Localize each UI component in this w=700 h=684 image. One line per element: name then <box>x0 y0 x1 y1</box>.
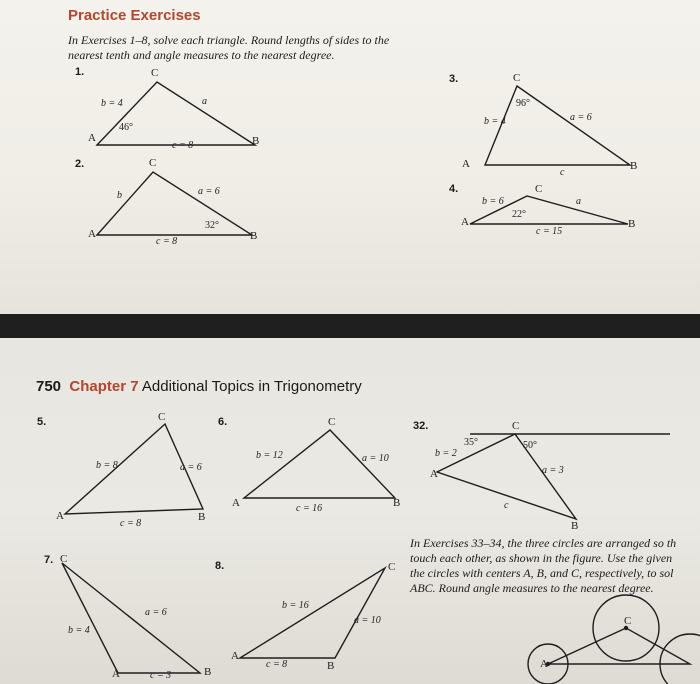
section-title: Practice Exercises <box>68 7 201 24</box>
ex6-vertex-B: B <box>393 497 401 509</box>
triangle-ex6 <box>244 430 395 498</box>
ex6-side-a: a = 10 <box>362 453 389 464</box>
ex2-side-b: b <box>117 190 122 201</box>
ex7-vertex-C: C <box>60 553 68 565</box>
ex32-vertex-B: B <box>571 520 579 532</box>
exercise-number-3: 3. <box>449 73 459 85</box>
triangle-ex7 <box>62 563 200 673</box>
chapter-header <box>36 378 362 395</box>
ex4-side-b: b = 6 <box>482 196 504 207</box>
ex5-side-a: a = 6 <box>180 462 202 473</box>
ex5-vertex-C: C <box>158 411 166 423</box>
circle-label-C: C <box>624 615 632 627</box>
ex3-side-a: a = 6 <box>570 112 592 123</box>
ex5-side-c: c = 8 <box>120 518 142 529</box>
ex2-angle-B: 32° <box>205 220 219 231</box>
ex4-side-c: c = 15 <box>536 226 563 237</box>
ex8-side-b: b = 16 <box>282 600 309 611</box>
ex7-side-b: b = 4 <box>68 625 90 636</box>
ex2-side-a: a = 6 <box>198 186 220 197</box>
ex32-vertex-C: C <box>512 420 520 432</box>
note-33-34-line-2: touch each other, as shown in the figure. Use the given <box>410 551 673 565</box>
triangle-ex3 <box>485 86 630 165</box>
ex8-side-c: c = 8 <box>266 659 288 670</box>
ex1-side-b: b = 4 <box>101 98 123 109</box>
triangle-ex2 <box>97 172 252 235</box>
ex8-side-a: a = 10 <box>354 615 381 626</box>
ex3-vertex-B: B <box>630 160 638 172</box>
chapter-title: Additional Topics in Trigonometry <box>141 378 362 395</box>
ex1-vertex-B: B <box>252 135 260 147</box>
instructions-line-2: nearest tenth and angle measures to the nearest degree. <box>68 48 335 62</box>
exercise-number-4: 4. <box>449 183 459 195</box>
triangle-ex1 <box>97 82 255 145</box>
ex8-vertex-C: C <box>388 561 396 573</box>
note-33-34-line-1: In Exercises 33–34, the three circles are arranged so th <box>410 536 677 550</box>
ex32-vertex-A: A <box>430 468 438 480</box>
ex4-side-a: a <box>576 196 581 207</box>
ex4-vertex-C: C <box>535 183 543 195</box>
exercise-number-8: 8. <box>215 560 225 572</box>
ex3-angle-C: 96° <box>516 98 530 109</box>
ex32-side-a: a = 3 <box>542 465 564 476</box>
ex2-vertex-B: B <box>250 230 258 242</box>
ex4-angle-C: 22° <box>512 209 526 220</box>
ex7-side-c: c = 3 <box>150 670 172 681</box>
exercise-number-7: 7. <box>44 554 54 566</box>
circle-label-A: A <box>540 658 548 670</box>
exercise-number-5: 5. <box>37 416 47 428</box>
page-number: 750 <box>36 378 62 395</box>
ex4-vertex-B: B <box>628 218 636 230</box>
ex3-vertex-A: A <box>462 158 470 170</box>
ex5-side-b: b = 8 <box>96 460 118 471</box>
ex1-angle-A: 46° <box>119 122 133 133</box>
ex8-vertex-A: A <box>231 650 239 662</box>
ex2-side-c: c = 8 <box>156 236 178 247</box>
ex3-side-c: c <box>560 167 565 178</box>
instructions-line-1: In Exercises 1–8, solve each triangle. Round lengths of sides to the <box>68 33 390 47</box>
note-33-34-line-3: the circles with centers A, B, and C, respectively, to sol <box>410 566 674 580</box>
ex6-vertex-C: C <box>328 416 336 428</box>
ex6-side-b: b = 12 <box>256 450 283 461</box>
exercise-number-1: 1. <box>75 66 85 78</box>
ex32-angle-2: 50° <box>523 440 537 451</box>
ex6-vertex-A: A <box>232 497 240 509</box>
ex32-side-b: b = 2 <box>435 448 457 459</box>
ex32-angle-1: 35° <box>464 437 478 448</box>
ex7-vertex-B: B <box>204 666 212 678</box>
triangle-ABC-circles <box>548 628 690 664</box>
ex1-side-a: a <box>202 96 207 107</box>
ex5-vertex-B: B <box>198 511 206 523</box>
ex1-vertex-A: A <box>88 132 96 144</box>
ex8-vertex-B: B <box>327 660 335 672</box>
ex3-side-b: b = 4 <box>484 116 506 127</box>
ex2-vertex-C: C <box>149 157 157 169</box>
exercise-number-6: 6. <box>218 416 228 428</box>
exercise-number-2: 2. <box>75 158 85 170</box>
exercise-number-32: 32. <box>413 420 429 432</box>
ex1-side-c: c = 8 <box>172 140 194 151</box>
ex3-vertex-C: C <box>513 72 521 84</box>
ex4-vertex-A: A <box>461 216 469 228</box>
chapter-label: Chapter 7 <box>69 378 139 395</box>
ex32-side-c: c <box>504 500 509 511</box>
ex7-side-a: a = 6 <box>145 607 167 618</box>
ex2-vertex-A: A <box>88 228 96 240</box>
ex1-vertex-C: C <box>151 67 159 79</box>
ex6-side-c: c = 16 <box>296 503 323 514</box>
note-33-34-line-4: ABC. Round angle measures to the nearest degree. <box>410 581 654 595</box>
ex5-vertex-A: A <box>56 510 64 522</box>
ex7-vertex-A: A <box>112 668 120 680</box>
triangle-ex8 <box>240 568 385 658</box>
